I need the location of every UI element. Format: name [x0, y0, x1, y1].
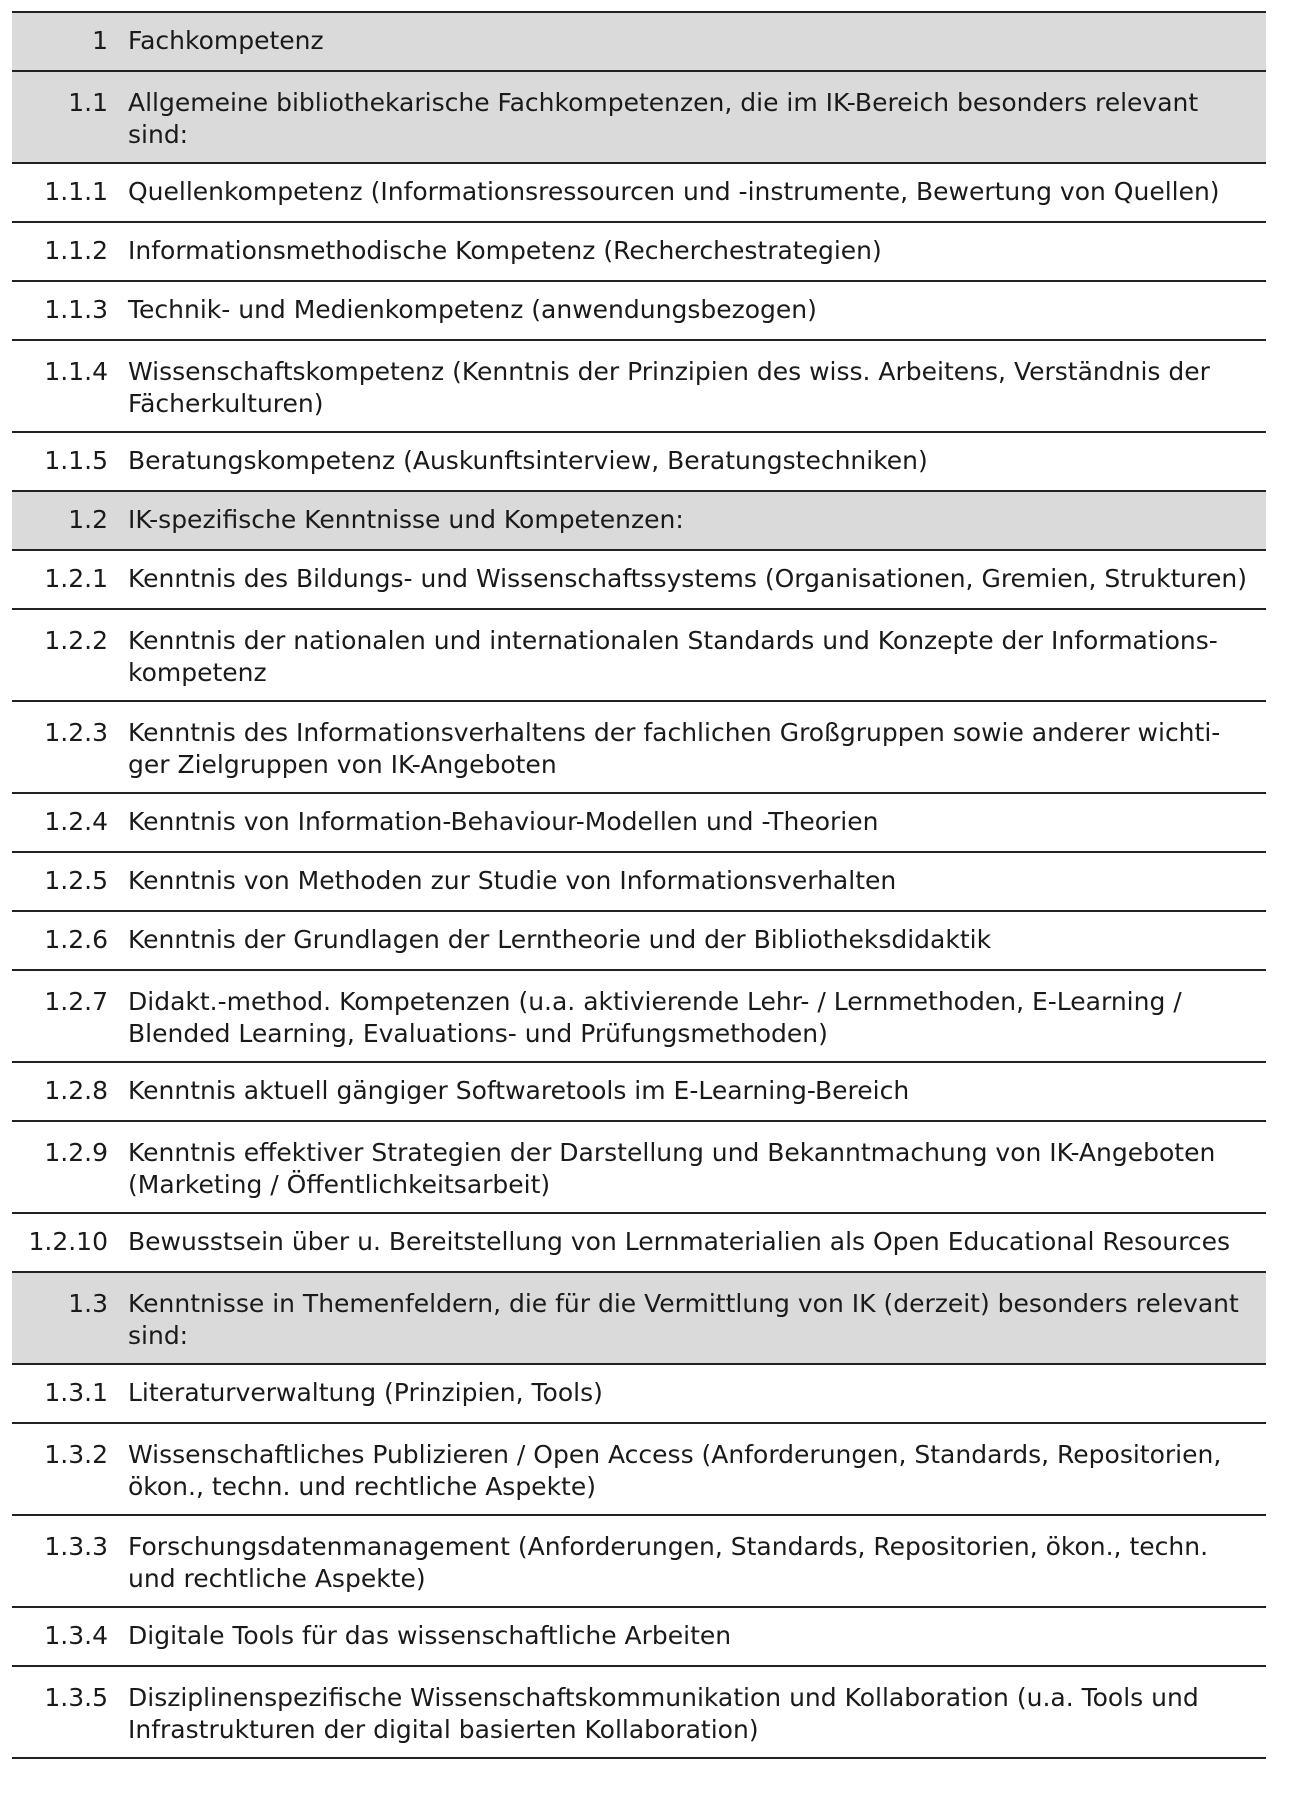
row-text: Wissenschaftskompetenz (Kenntnis der Prinzipien des wiss. Arbeitens, Verständnis der Fächerkulturen) — [128, 357, 1210, 418]
row-text: Bewusstsein über u. Bereitstellung von Lernmaterialien als Open Educational Resources — [128, 1227, 1231, 1256]
section-heading-row — [12, 72, 1266, 164]
row-number: 1.2.10 — [28, 1227, 108, 1256]
row-text: Kenntnis des Bildungs- und Wissenschaftssystems (Organisationen, Gremien, Strukturen) — [128, 564, 1247, 593]
row-number: 1.2.1 — [44, 564, 108, 593]
row-number: 1.2.6 — [44, 925, 108, 954]
row-text: Kenntnis aktuell gängiger Softwaretools im E-Learning-Bereich — [128, 1076, 910, 1105]
row-number: 1.2.7 — [44, 987, 108, 1016]
row-number: 1.2.8 — [44, 1076, 108, 1105]
row-text: Forschungsdatenmanagement (Anforderungen, Standards, Repositorien, ökon., techn. und rechtliche Aspekte) — [128, 1532, 1209, 1593]
row-text: Fachkompetenz — [128, 26, 324, 55]
table-row — [12, 1122, 1266, 1214]
row-number: 1.3.3 — [44, 1532, 108, 1561]
row-number: 1.1.3 — [44, 295, 108, 324]
table-row — [12, 551, 1266, 610]
row-number: 1.3 — [68, 1289, 108, 1318]
table-row — [12, 1424, 1266, 1516]
row-number: 1.2.5 — [44, 866, 108, 895]
row-text: Kenntnis von Information-Behaviour-Modellen und -Theorien — [128, 807, 879, 836]
table-row — [12, 1516, 1266, 1608]
section-heading-row — [12, 1273, 1266, 1365]
table-row — [12, 164, 1266, 223]
table-row — [12, 341, 1266, 433]
row-number: 1.3.5 — [44, 1683, 108, 1712]
table-row — [12, 223, 1266, 282]
row-number: 1 — [92, 26, 108, 55]
row-text: IK-spezifische Kenntnisse und Kompetenzen: — [128, 505, 684, 534]
row-text: Literaturverwaltung (Prinzipien, Tools) — [128, 1378, 603, 1407]
competency-table — [12, 11, 1266, 1759]
row-number: 1.2.4 — [44, 807, 108, 836]
row-text: Quellenkompetenz (Informationsressourcen und -instrumente, Bewertung von Quellen) — [128, 177, 1220, 206]
row-number: 1.1.2 — [44, 236, 108, 265]
table-row — [12, 912, 1266, 971]
row-text: Digitale Tools für das wissenschaftliche Arbeiten — [128, 1621, 732, 1650]
table-row — [12, 1608, 1266, 1667]
row-number: 1.2.3 — [44, 718, 108, 747]
table-row — [12, 282, 1266, 341]
row-number: 1.1.4 — [44, 357, 108, 386]
row-number: 1.2.9 — [44, 1138, 108, 1167]
row-text: Kenntnis der Grundlagen der Lerntheorie und der Bibliotheksdidaktik — [128, 925, 992, 954]
section-heading-row — [12, 13, 1266, 72]
row-text: Beratungskompetenz (Auskunftsinterview, Beratungstechniken) — [128, 446, 928, 475]
row-number: 1.3.1 — [44, 1378, 108, 1407]
row-text: Didakt.-method. Kompetenzen (u.a. aktivierende Lehr- / Lernmethoden, E-Learning / Blended Learning, Evaluations- und Prüfungsmethoden) — [128, 987, 1182, 1048]
table-row — [12, 433, 1266, 492]
row-text: Kenntnis des Informationsverhaltens der fachlichen Großgruppen sowie anderer wichti-ger Zielgruppen von IK-Angeboten — [128, 718, 1221, 779]
row-text: Allgemeine bibliothekarische Fachkompetenzen, die im IK-Bereich besonders relevant sind: — [128, 88, 1199, 149]
table-row — [12, 1063, 1266, 1122]
table-row — [12, 610, 1266, 702]
row-number: 1.3.4 — [44, 1621, 108, 1650]
section-heading-row — [12, 492, 1266, 551]
row-text: Kenntnis von Methoden zur Studie von Informationsverhalten — [128, 866, 897, 895]
table-row — [12, 1214, 1266, 1273]
row-text: Disziplinenspezifische Wissenschaftskommunikation und Kollaboration (u.a. Tools und Infrastrukturen der digital basierten Kollaboration) — [128, 1683, 1199, 1744]
row-text: Kenntnis der nationalen und internationalen Standards und Konzepte der Informations-kompetenz — [128, 626, 1218, 687]
row-number: 1.3.2 — [44, 1440, 108, 1469]
table-row — [12, 971, 1266, 1063]
row-number: 1.2.2 — [44, 626, 108, 655]
row-text: Wissenschaftliches Publizieren / Open Access (Anforderungen, Standards, Repositorien, ökon., techn. und rechtliche Aspekte) — [128, 1440, 1222, 1501]
row-number: 1.2 — [68, 505, 108, 534]
row-number: 1.1.5 — [44, 446, 108, 475]
table-row — [12, 853, 1266, 912]
row-text: Informationsmethodische Kompetenz (Recherchestrategien) — [128, 236, 882, 265]
table-row — [12, 1365, 1266, 1424]
table-row — [12, 702, 1266, 794]
row-number: 1.1.1 — [44, 177, 108, 206]
row-text: Kenntnisse in Themenfeldern, die für die Vermittlung von IK (derzeit) besonders relevant sind: — [128, 1289, 1239, 1350]
table-row — [12, 1667, 1266, 1759]
row-text: Kenntnis effektiver Strategien der Darstellung und Bekanntmachung von IK-Angeboten (Marketing / Öffentlichkeitsarbeit) — [128, 1138, 1216, 1199]
table-row — [12, 794, 1266, 853]
row-text: Technik- und Medienkompetenz (anwendungsbezogen) — [128, 295, 817, 324]
row-number: 1.1 — [68, 88, 108, 117]
